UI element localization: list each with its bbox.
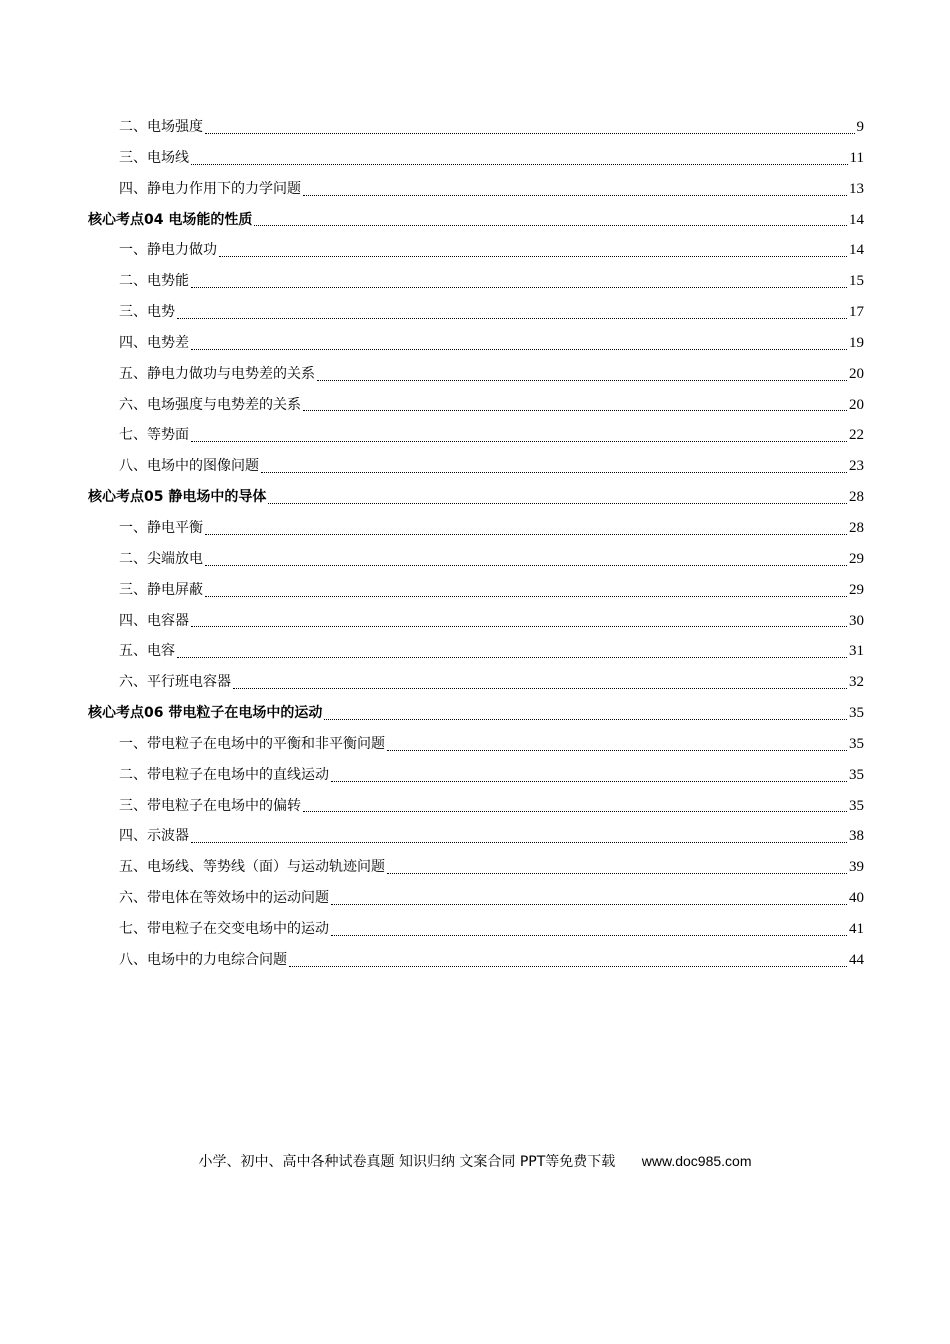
toc-page-number: 32 xyxy=(849,674,864,691)
toc-entry-title: 二、电场强度 xyxy=(119,119,203,135)
toc-page-number: 17 xyxy=(849,304,864,321)
toc-page-number: 29 xyxy=(849,550,864,567)
toc-page-number: 35 xyxy=(849,705,864,722)
toc-dot-leader xyxy=(303,195,847,196)
toc-dot-leader xyxy=(331,904,847,905)
toc-subsection-item[interactable] xyxy=(88,359,864,390)
toc-page-number: 35 xyxy=(849,766,864,783)
toc-dot-leader xyxy=(324,719,847,720)
toc-entry-title: 六、带电体在等效场中的运动问题 xyxy=(119,890,329,907)
toc-dot-leader xyxy=(219,256,847,257)
toc-subsection-item[interactable] xyxy=(88,328,864,359)
toc-dot-leader xyxy=(205,565,847,566)
toc-section-heading[interactable] xyxy=(88,698,864,729)
toc-dot-leader xyxy=(205,534,847,535)
toc-subsection-item[interactable] xyxy=(88,760,864,791)
toc-subsection-item[interactable] xyxy=(88,143,864,174)
toc-subsection-item[interactable] xyxy=(88,729,864,760)
toc-page-number: 39 xyxy=(849,859,864,876)
toc-entry-title: 一、静电平衡 xyxy=(119,519,203,536)
toc-subsection-item[interactable] xyxy=(88,636,864,667)
toc-dot-leader xyxy=(191,164,848,165)
toc-page-number: 14 xyxy=(849,242,864,259)
toc-page-number: 28 xyxy=(849,519,864,536)
toc-entry-title: 核心考点04 电场能的性质 xyxy=(88,211,253,228)
toc-dot-leader xyxy=(254,225,847,226)
toc-entry-title: 六、平行班电容器 xyxy=(119,674,231,691)
toc-entry-title: 核心考点06 带电粒子在电场中的运动 xyxy=(88,705,323,722)
toc-entry-title: 三、静电屏蔽 xyxy=(119,581,203,598)
toc-subsection-item[interactable] xyxy=(88,174,864,205)
toc-entry-title: 七、带电粒子在交变电场中的运动 xyxy=(119,920,329,937)
toc-entry-title: 五、电场线、等势线（面）与运动轨迹问题 xyxy=(119,859,385,876)
toc-dot-leader xyxy=(331,935,847,936)
toc-subsection-item[interactable] xyxy=(88,420,864,451)
toc-dot-leader xyxy=(205,596,847,597)
toc-dot-leader xyxy=(191,287,847,288)
toc-dot-leader xyxy=(387,873,847,874)
toc-dot-leader xyxy=(317,380,847,381)
toc-page-number: 31 xyxy=(849,643,864,660)
toc-entry-title: 四、电容器 xyxy=(119,612,189,629)
toc-page-number: 23 xyxy=(849,458,864,475)
toc-subsection-item[interactable] xyxy=(88,575,864,606)
toc-subsection-item[interactable] xyxy=(88,235,864,266)
toc-section-heading[interactable] xyxy=(88,205,864,236)
toc-entry-title: 二、带电粒子在电场中的直线运动 xyxy=(119,766,329,783)
toc-page-number: 28 xyxy=(849,489,864,506)
toc-page-number: 29 xyxy=(849,581,864,598)
toc-page-number: 13 xyxy=(849,180,864,197)
toc-entry-title: 七、等势面 xyxy=(119,427,189,444)
toc-entry-title: 二、尖端放电 xyxy=(119,550,203,567)
table-of-contents xyxy=(88,112,864,976)
toc-page-number: 15 xyxy=(849,273,864,290)
toc-subsection-item[interactable] xyxy=(88,883,864,914)
toc-page-number: 20 xyxy=(849,396,864,413)
toc-dot-leader xyxy=(289,966,847,967)
footer-text: 小学、初中、高中各种试卷真题 知识归纳 文案合同 PPT等免费下载 xyxy=(198,1154,616,1170)
toc-page-number: 19 xyxy=(849,334,864,351)
toc-entry-title: 五、电容 xyxy=(119,643,175,660)
toc-entry-title: 四、示波器 xyxy=(119,828,189,845)
toc-page-number: 41 xyxy=(849,920,864,937)
toc-dot-leader xyxy=(177,318,847,319)
toc-subsection-item[interactable] xyxy=(88,821,864,852)
toc-dot-leader xyxy=(191,842,847,843)
toc-entry-title: 五、静电力做功与电势差的关系 xyxy=(119,365,315,382)
toc-entry-title: 核心考点05 静电场中的导体 xyxy=(88,489,267,506)
toc-subsection-item[interactable] xyxy=(88,390,864,421)
toc-subsection-item[interactable] xyxy=(88,667,864,698)
page-footer xyxy=(0,1150,950,1173)
toc-entry-title: 二、电势能 xyxy=(119,273,189,290)
toc-subsection-item[interactable] xyxy=(88,513,864,544)
toc-dot-leader xyxy=(303,811,847,812)
toc-dot-leader xyxy=(261,472,847,473)
toc-subsection-item[interactable] xyxy=(88,544,864,575)
toc-entry-title: 八、电场中的图像问题 xyxy=(119,458,259,475)
toc-entry-title: 三、带电粒子在电场中的偏转 xyxy=(119,797,301,814)
toc-entry-title: 四、静电力作用下的力学问题 xyxy=(119,180,301,197)
toc-dot-leader xyxy=(191,626,847,627)
toc-page-number: 35 xyxy=(849,735,864,752)
toc-dot-leader xyxy=(191,349,847,350)
toc-page-number: 35 xyxy=(849,797,864,814)
toc-subsection-item[interactable] xyxy=(88,606,864,637)
toc-page-number: 20 xyxy=(849,365,864,382)
toc-entry-title: 一、静电力做功 xyxy=(119,242,217,259)
toc-page-number: 38 xyxy=(849,828,864,845)
toc-entry-title: 三、电场线 xyxy=(119,149,189,166)
toc-subsection-item[interactable] xyxy=(88,112,864,143)
toc-page-number: 11 xyxy=(849,149,864,166)
toc-subsection-item[interactable] xyxy=(88,945,864,976)
toc-page-number: 44 xyxy=(849,951,864,968)
toc-section-heading[interactable] xyxy=(88,482,864,513)
toc-entry-title: 八、电场中的力电综合问题 xyxy=(119,951,287,968)
toc-entry-title: 六、电场强度与电势差的关系 xyxy=(119,396,301,413)
toc-page-number: 22 xyxy=(849,427,864,444)
toc-dot-leader xyxy=(268,503,847,504)
toc-entry-title: 三、电势 xyxy=(119,304,175,321)
toc-subsection-item[interactable] xyxy=(88,791,864,822)
toc-dot-leader xyxy=(177,657,847,658)
toc-dot-leader xyxy=(331,781,847,782)
toc-page-number: 30 xyxy=(849,612,864,629)
toc-subsection-item[interactable] xyxy=(88,914,864,945)
toc-dot-leader xyxy=(387,750,847,751)
toc-page-number: 9 xyxy=(856,119,864,135)
toc-entry-title: 一、带电粒子在电场中的平衡和非平衡问题 xyxy=(119,735,385,752)
toc-dot-leader xyxy=(205,133,855,134)
toc-dot-leader xyxy=(303,410,847,411)
toc-subsection-item[interactable] xyxy=(88,297,864,328)
toc-page-number: 14 xyxy=(849,211,864,228)
toc-entry-title: 四、电势差 xyxy=(119,334,189,351)
toc-subsection-item[interactable] xyxy=(88,451,864,482)
footer-website-link[interactable]: www.doc985.com xyxy=(641,1153,752,1169)
toc-dot-leader xyxy=(233,688,847,689)
toc-subsection-item[interactable] xyxy=(88,852,864,883)
toc-page-number: 40 xyxy=(849,890,864,907)
toc-dot-leader xyxy=(191,441,847,442)
toc-subsection-item[interactable] xyxy=(88,266,864,297)
